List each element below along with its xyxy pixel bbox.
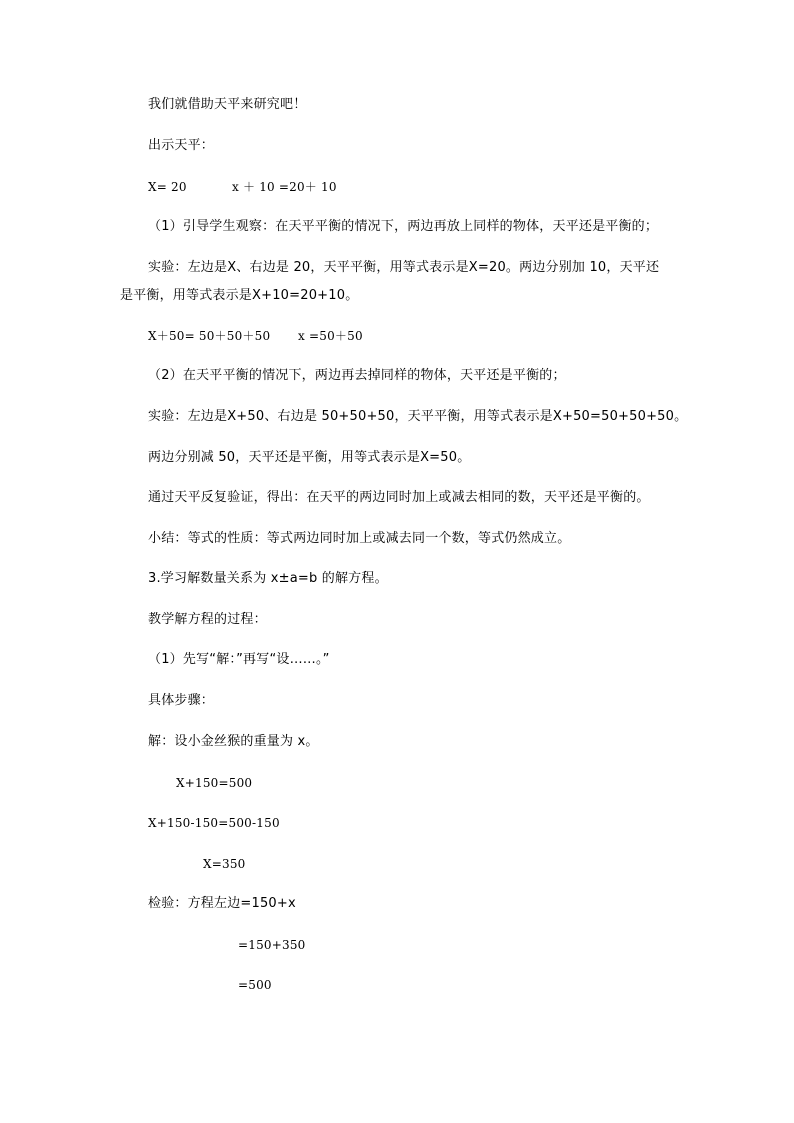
equation-2-right: x =50＋50 — [298, 329, 363, 343]
paragraph-teach-process: 教学解方程的过程： — [148, 612, 267, 627]
paragraph-subtract: 两边分别减 50，天平还是平衡，用等式表示是X=50。 — [148, 450, 471, 465]
equation-2-left: X＋50= 50＋50＋50 — [148, 329, 271, 343]
paragraph-solution-let: 解：设小金丝猴的重量为 x。 — [148, 734, 319, 749]
section-3-heading: 3.学习解数量关系为 x±a=b 的解方程。 — [148, 571, 388, 586]
equation-1-right: x ＋ 10 =20＋ 10 — [232, 180, 337, 194]
paragraph-show-balance: 出示天平： — [148, 138, 215, 153]
paragraph-check: 检验：方程左边=150+x — [148, 896, 296, 911]
paragraph-summary: 小结：等式的性质：等式两边同时加上或减去同一个数，等式仍然成立。 — [148, 531, 571, 546]
paragraph-experiment-1-line-1: 实验：左边是X、右边是 20，天平平衡，用等式表示是X=20。两边分别加 10，天平还 — [148, 260, 660, 275]
equation-check-2: =150+350 — [238, 938, 306, 952]
paragraph-point-2: （2）在天平平衡的情况下，两边再去掉同样的物体，天平还是平衡的； — [148, 368, 566, 383]
equation-step-a: X+150=500 — [176, 776, 253, 790]
equation-step-b: X+150-150=500-150 — [148, 816, 280, 830]
paragraph-step-1: （1）先写“解：”再写“设……。” — [148, 652, 330, 667]
equation-step-c: X=350 — [203, 857, 246, 871]
paragraph-intro: 我们就借助天平来研究吧！ — [148, 97, 307, 112]
paragraph-experiment-2: 实验：左边是X+50、右边是 50+50+50，天平平衡，用等式表示是X+50=50+50+50。 — [148, 409, 688, 424]
equation-1-left: X= 20 — [148, 180, 187, 194]
paragraph-experiment-1-line-2: 是平衡，用等式表示是X+10=20+10。 — [120, 288, 359, 303]
equation-check-3: =500 — [238, 978, 272, 992]
paragraph-steps-title: 具体步骤： — [148, 693, 215, 708]
paragraph-verify: 通过天平反复验证，得出：在天平的两边同时加上或减去相同的数，天平还是平衡的。 — [148, 490, 650, 505]
paragraph-point-1: （1）引导学生观察：在天平平衡的情况下，两边再放上同样的物体，天平还是平衡的； — [148, 219, 659, 234]
